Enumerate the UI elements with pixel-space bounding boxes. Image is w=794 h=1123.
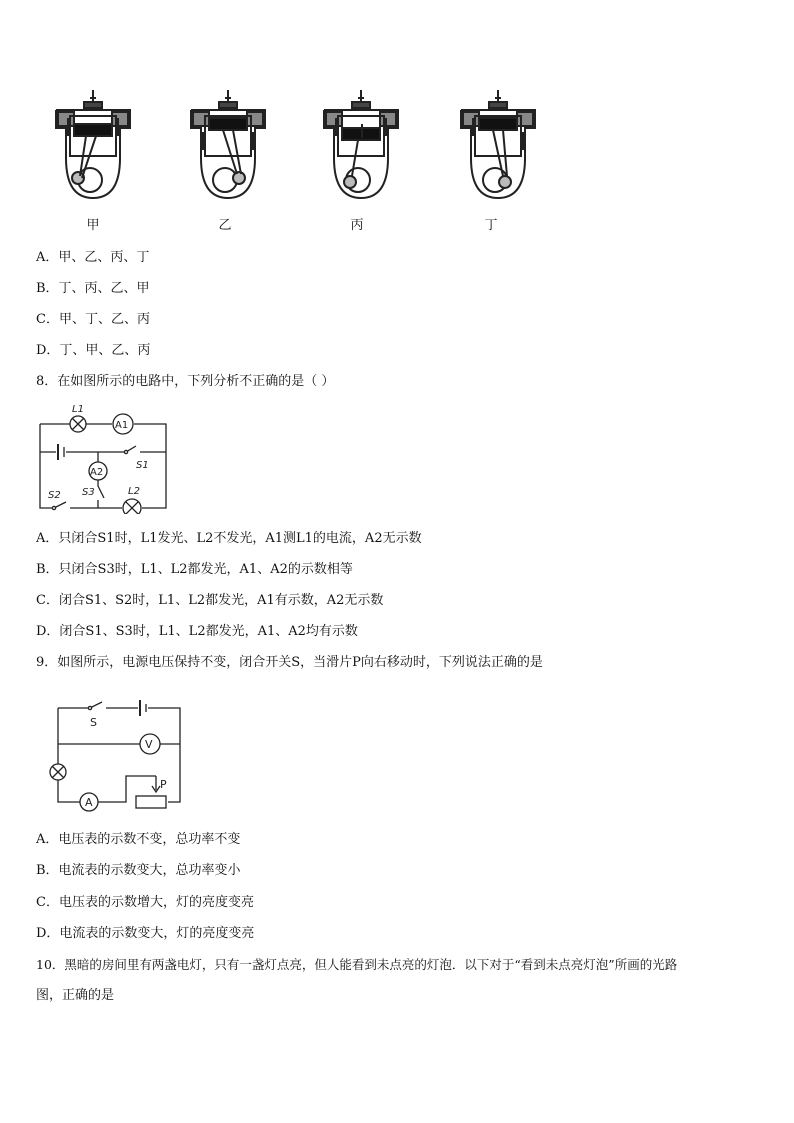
q9-label-v: V	[145, 738, 153, 751]
engine-diagram-yi	[185, 88, 271, 200]
q8-label-a2: A2	[90, 467, 104, 478]
q9-stem: 9．如图所示，电源电压保持不变，闭合开关S，当滑片P向右移动时，下列说法正确的是	[36, 655, 543, 670]
q8-label-s1: S1	[136, 460, 149, 471]
q8-label-l1: L1	[72, 404, 84, 415]
q9-option-c: C．电压表的示数增大，灯的亮度变亮	[36, 895, 254, 910]
q9-option-a: A．电压表的示数不变，总功率不变	[36, 832, 241, 847]
q9-circuit-diagram	[44, 694, 184, 812]
engine-caption-yi: 乙	[218, 218, 232, 233]
q9-label-a: A	[85, 796, 93, 809]
q7-option-d: D．丁、甲、乙、丙	[36, 343, 151, 358]
q9-label-s: S	[90, 716, 97, 729]
q8-option-d: D．闭合S1、S3时，L1、L2都发光，A1、A2均有示数	[36, 624, 358, 639]
q7-option-c: C．甲、丁、乙、丙	[36, 312, 150, 327]
q8-stem: 8．在如图所示的电路中，下列分析不正确的是（ ）	[36, 374, 335, 389]
q8-option-b: B．只闭合S3时，L1、L2都发光，A1、A2的示数相等	[36, 562, 353, 577]
engine-diagram-jia	[50, 88, 136, 200]
q8-label-l2: L2	[128, 486, 140, 497]
q8-label-s2: S2	[48, 490, 61, 501]
q10-stem-line2: 图，正确的是	[36, 988, 115, 1003]
q8-circuit-diagram	[36, 400, 172, 514]
q9-option-b: B．电流表的示数变大，总功率变小	[36, 863, 241, 878]
q8-option-c: C．闭合S1、S2时，L1、L2都发光，A1有示数，A2无示数	[36, 593, 384, 608]
q8-label-s3: S3	[82, 487, 95, 498]
engine-caption-bing: 丙	[350, 218, 364, 233]
engine-diagram-ding	[455, 88, 541, 200]
engine-caption-jia: 甲	[86, 218, 100, 233]
engine-diagram-bing	[318, 88, 404, 200]
q10-stem-line1: 10．黑暗的房间里有两盏电灯，只有一盏灯点亮，但人能看到未点亮的灯泡．以下对于“看到未点亮灯泡”所画的光路	[36, 957, 678, 972]
engine-caption-ding: 丁	[484, 218, 498, 233]
q8-option-a: A．只闭合S1时，L1发光、L2不发光，A1测L1的电流，A2无示数	[36, 531, 422, 546]
q8-label-a1: A1	[115, 420, 129, 431]
q9-option-d: D．电流表的示数变大，灯的亮度变亮	[36, 926, 255, 941]
q7-option-b: B．丁、丙、乙、甲	[36, 281, 150, 296]
q9-label-p: P	[160, 778, 167, 791]
q7-option-a: A．甲、乙、丙、丁	[36, 250, 150, 265]
